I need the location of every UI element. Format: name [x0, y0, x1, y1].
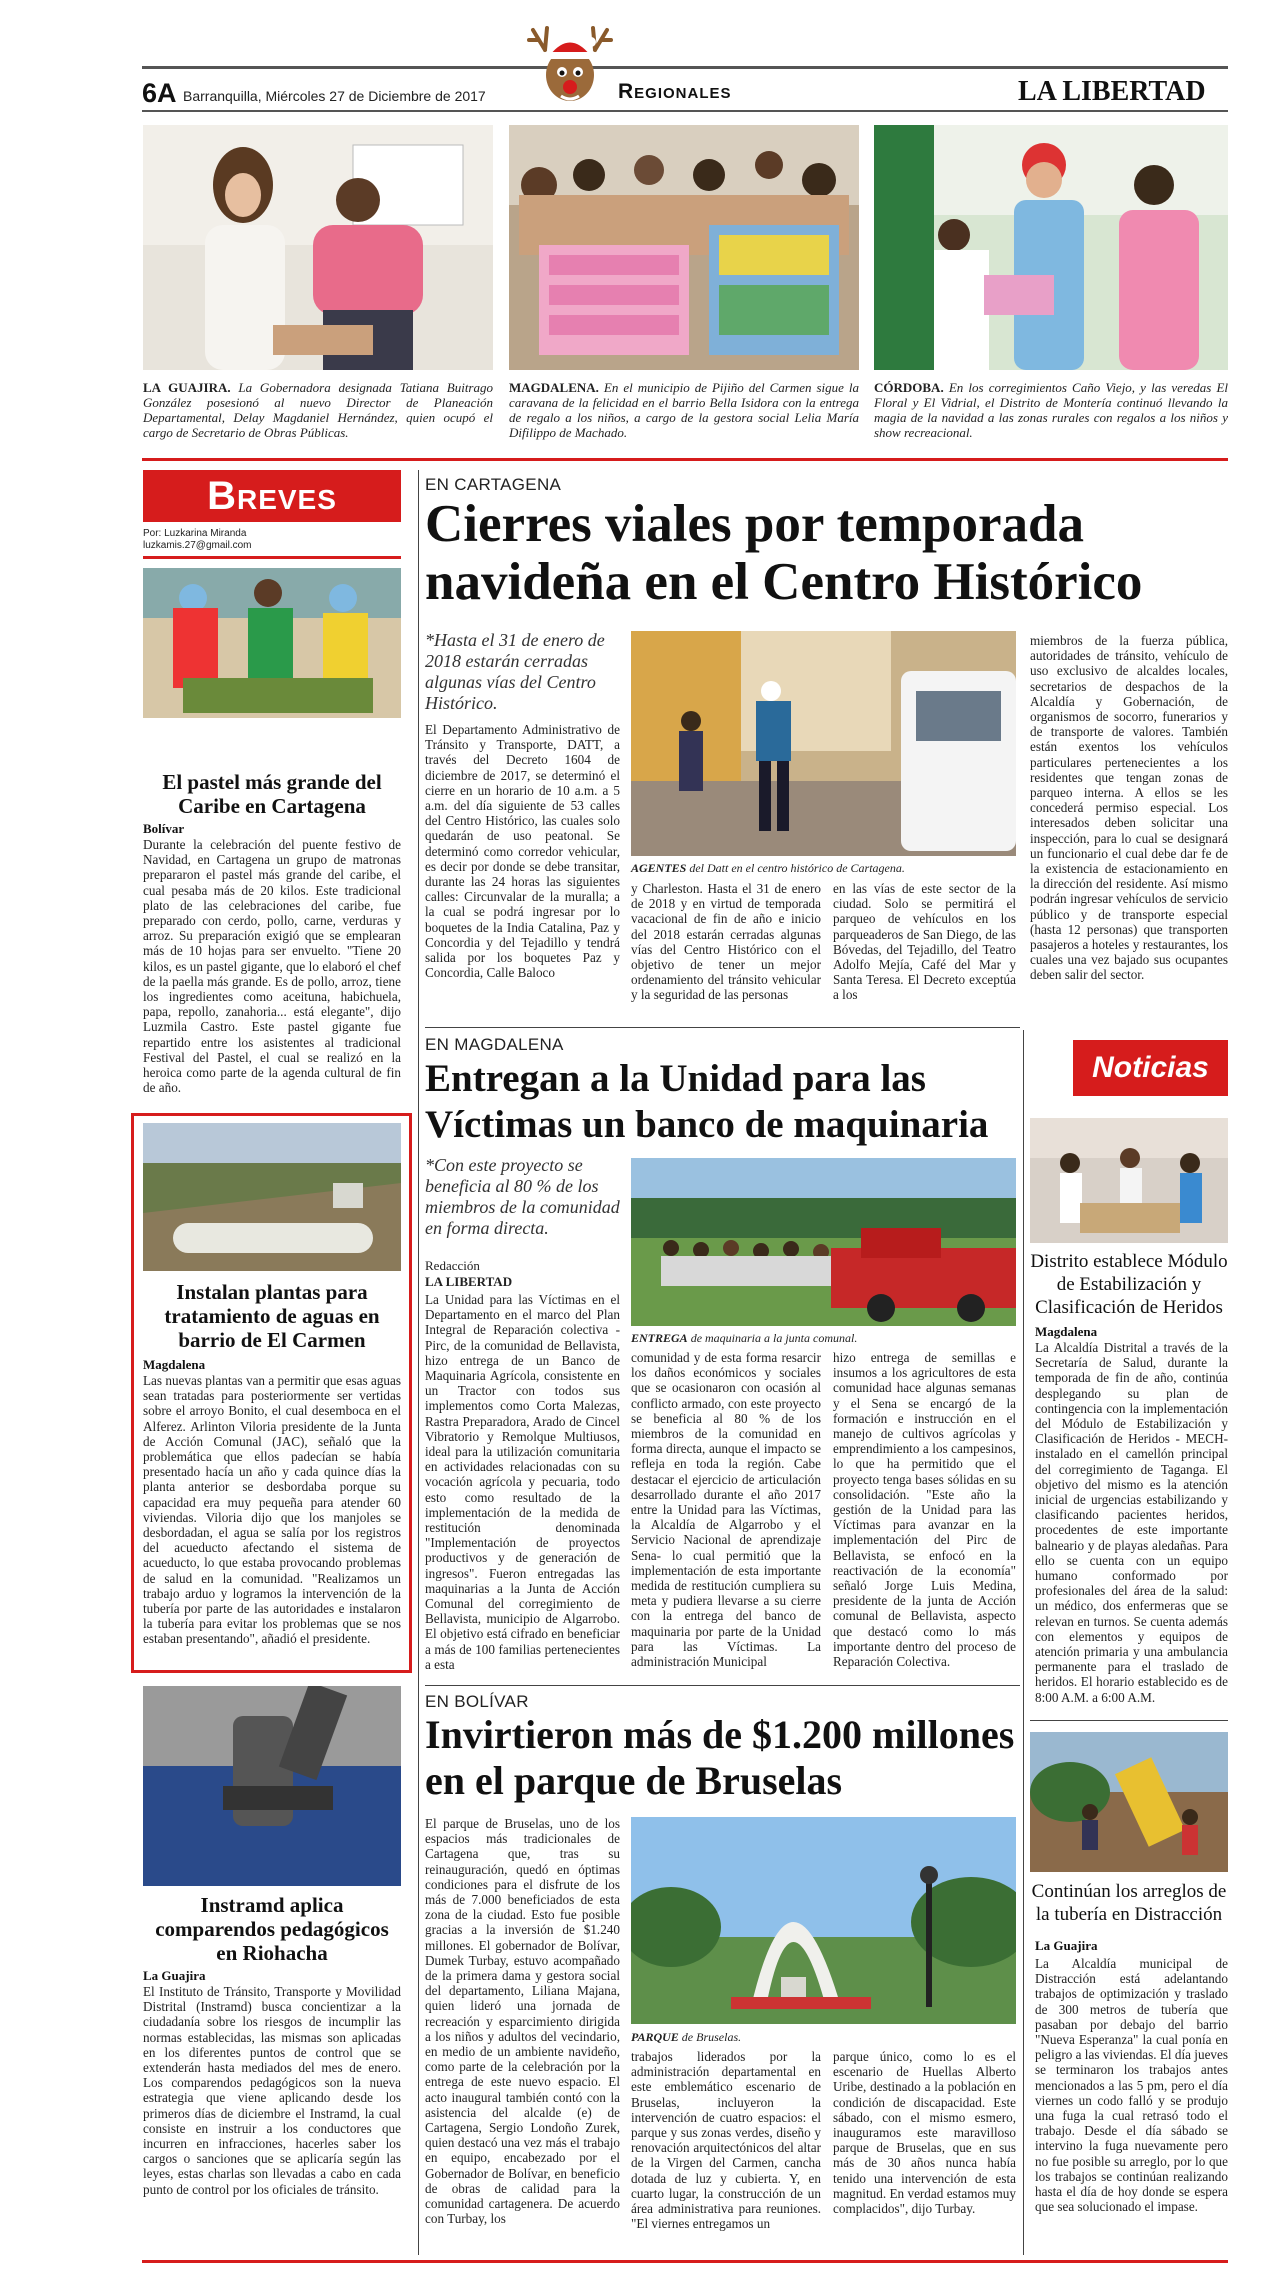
column-rule-right [1023, 1030, 1024, 2255]
photo-caption-lead: PARQUE [631, 2030, 679, 2044]
breves-rule [143, 556, 401, 559]
article1-col3: en las vías de este sector de la ciudad. Solo se permitirá el parqueo de vehículos en los parqueaderos de San Diego, de las Bóvedas, del Tejadillo, del Teatro Adolfo Mejía, Café del Mar y Santa Teresa. El Decreto exceptúa a los [833, 881, 1016, 1003]
article1-col4: miembros de la fuerza pública, autoridades de tránsito, vehículo de uso exclusivo de alcaldes locales, secretarios de despachos de la Alcaldía y Gobernación, de organismos de socorro, funerarios y de transporte de valores. También están exentos los vehículos particulares pertenecientes a los residentes que tengan zonas de parqueo interna. A ellos se les concederá permiso especial. Los interesados deben solicitar una inspección, para lo cual se designará un funcionario el cual debe dar fe de la existencia de estacionamiento en la dirección del residente. Así mismo podrán ingresar vehículos de servicio público y de transporte especial (hasta 12 personas) que transporten pasajeros a hoteles y restaurantes, los cuales una vez bajado sus ocupantes deben salir del sector. [1030, 633, 1228, 983]
article3-col1: El parque de Bruselas, uno de los espacios más tradicionales de Cartagena que, tras su reinauguración, quedó en óptimas condiciones para el disfrute de los más de 7.000 beneficiados de esta zona de la ciudad. Esto fue posible gracias a la inversión de $1.240 millones. El gobernador de Bolívar, Dumek Turbay, estuvo acompañado de la primera dama y gestora social del departamento, Liliana Majana, quien lideró una jornada de recreación y esparcimiento dirigida a los niños y adultos del vecindario, en medio de un ambiente navideño, como parte de la celebración por la entrega de este nuevo espacio. El acto inaugural también contó con la asistencia del alcalde (e) de Cartagena, Sergio Londoño Zurek, quien destacó una vez más el trabajo en equipo, encabezado por el Gobernador de Bolívar, en beneficio de obras de calidad para la comunidad cartagenera. De acuerdo con Turbay, los [425, 1816, 620, 2227]
article1-photo-caption [631, 861, 1016, 876]
breves-story1-title: El pastel más grande del Caribe en Cartagena [162, 770, 382, 818]
caption-region: LA GUAJIRA. [143, 380, 231, 395]
noticias-divider [1030, 1720, 1228, 1721]
article1-col2: y Charleston. Hasta el 31 de enero de 2018 y en virtud de temporada vacacional de fin de año e inicio del 2018 estarán cerradas algunas vías del Centro Histórico con el objetivo de tener un mejor ordenamiento del tránsito vehicular y la seguridad de las personas [631, 881, 821, 1003]
photo-magdalena [509, 125, 859, 370]
caption-region: MAGDALENA. [509, 380, 599, 395]
article-divider-2 [425, 1685, 1020, 1686]
photo-caption-text: del Datt en el centro histórico de Cartagena. [689, 861, 905, 875]
photo-caption-lead: ENTREGA [631, 1331, 688, 1345]
section-divider [142, 458, 1228, 461]
caption-text: En los corregimientos Caño Viejo, y las veredas El Floral y El Vidrial, el Distrito de Montería continuó llevando la magia de la navidad a las zonas rurales con regalos a los niños y show recreacional. [874, 380, 1228, 440]
article2-byline: Redacción [425, 1258, 480, 1273]
article3-col3: parque único, como lo es el escenario de Huellas Alberto Uribe, destinado a la población en condición de discapacidad. Este sábado, con el mismo esmero, inauguramos este maravilloso parque de Bruselas, que en sus más de 30 años nunca había tenido una intervención de esta magnitud. En verdad estamos muy complacidos", dijo Turbay. [833, 2049, 1016, 2217]
article3-photo-caption [631, 2030, 1016, 2045]
photo-tuberia [1030, 1732, 1228, 1872]
breves-title: Breves [207, 474, 337, 518]
page-number: 6A [142, 78, 177, 108]
photo-caption-lead: AGENTES [631, 861, 687, 875]
photo-seatbelt [143, 1686, 401, 1886]
photo-la-guajira [143, 125, 493, 370]
photo-maquinaria [631, 1158, 1016, 1326]
section-name: Regionales [618, 80, 732, 103]
brand-logo: LA LIBERTAD [1018, 76, 1206, 107]
photo-cordoba [874, 125, 1228, 370]
article3-kicker: EN BOLÍVAR [425, 1692, 529, 1711]
breves-story1-body: Durante la celebración del puente festivo de Navidad, en Cartagena un grupo de matronas prepararon el pastel más grande del caribe, el cual pesaba más de 20 kilos. Este tradicional plato de las celebraciones del caribe, fue preparado con cerdo, pollo, carne, verduras y arroz. Su preparación exigió que se emplearan más de 10 hojas para ser envuelto. "Tiene 20 kilos, es un pastel gigante, que lo elaboró el chef de la paella más grande. Es de pollo, arroz, tiene los ingredientes como aceituna, habichuela, papa, repollo, zanahoria... está elegante", dijo Luzmila Castro. Este pastel gigante fue repartido entre los asistentes al tradicional Festival del Pastel, el cual se realizó en la heroica como parte de la agenda cultural de fin de año. [143, 837, 401, 1096]
noticias-story2-title: Continúan los arreglos de la tubería en Distracción [1031, 1881, 1227, 1925]
caption-text: La Gobernadora designada Tatiana Buitrago González posesionó al nuevo Director de Planeación Departamental, Delay Magdaniel Hernández, quien ocupó el cargo de Secretario de Obras Públicas. [143, 380, 493, 440]
article1-col1: El Departamento Administrativo de Tránsito y Transporte, DATT, a través del Decreto 1604 de diciembre de 2017, se determinó el cierre en un horario de 10 a.m. a 5 a.m. del día siguiente de 53 calles del Centro Histórico, las cuales solo quedarán de uso peatonal. Se determinó como corredor vehicular, es decir por donde se debe transitar, durante las 24 horas las siguientes calles: Circunvalar de la muralla; a la cual se podrá ingresar por lo boquetes de la India Catalina, Paz y Concordia y del Tejadillo y tendrá salida por los boquetes Paz y Concordia, Calle Baloco [425, 722, 620, 981]
noticias-story2-location: La Guajira [1035, 1938, 1098, 1953]
breves-story3-title: Instramd aplica comparendos pedagógicos en Riohacha [155, 1893, 389, 1965]
breves-story2-title: Instalan plantas para tratamiento de aguas en barrio de El Carmen [164, 1280, 380, 1352]
photo-caption-text: de maquinaria a la junta comunal. [690, 1331, 858, 1345]
breves-email[interactable]: luzkamis.27@gmail.com [143, 540, 252, 551]
dateline: Barranquilla, Miércoles 27 de Diciembre de 2017 [183, 88, 486, 104]
header-top-rule [142, 66, 1228, 69]
caption-cordoba [874, 380, 1228, 440]
article-divider-1 [425, 1027, 1020, 1028]
article2-kicker: EN MAGDALENA [425, 1035, 564, 1054]
photo-bruselas [631, 1817, 1016, 2024]
article2-col3: hizo entrega de semillas e insumos a los agricultores de esta comunidad hace algunas semanas y el Sena se encargó de la formación e instrucción en el manejo de cultivos agrícolas y emprendimiento a los campesinos, lo que ha permitido que el proyecto tenga bases sólidas en su consolidación. "Este año la gestión de la Unidad para las Víctimas para avanzar en la implementación del Pirc de Bellavista, se enfocó en la reactivación de la economía" señaló Jorge Luis Medina, presidente de la junta de Acción comunal de Bellavista, aspecto que destacó como lo más importante dentro del proceso de Reparación Colectiva. [833, 1350, 1016, 1670]
article2-photo-caption [631, 1331, 1016, 1346]
breves-story3-body: El Instituto de Tránsito, Transporte y Movilidad Distrital (Instramd) busca concientizar a la ciudadanía sobre los riesgos de incumplir las normas establecidas, las mismas son aplicadas en los diferentes puntos de control que se extenderán hasta mediados del mes de enero. Los comparendos pedagógicos son la nueva estrategia que viene aplicando desde los primeros días de diciembre el Instramd, la cual consiste en instruir a los conductores que incurren en infracciones, hacerles saber los cargos o sanciones que se aplicaría según las leyes, estas charlas son llevadas a cabo en cada punto de control por los oficiales de tránsito. [143, 1984, 401, 2197]
caption-magdalena [509, 380, 859, 440]
article2-byline-brand: LA LIBERTAD [425, 1274, 513, 1289]
noticias-story2-body: La Alcaldía municipal de Distracción está adelantando trabajos de optimización y traslado de 300 metros de tubería que pasaban por debajo del barrio "Nueva Esperanza" la cual ponía en peligro a las viviendas. El día jueves se terminaron los trabajos antes mencionados a las 5 pm, pero el día viernes un codo falló y se produjo una fuga la cual retrasó todo el trabajo. Desde el día sábado se intervino la fuga nuevamente pero no fue posible su arreglo, por lo que los trabajos se continúan realizando hasta el día de hoy donde se espera que sea solucionado el impase. [1035, 1956, 1228, 2215]
photo-agentes [631, 631, 1016, 856]
breves-byline: Por: Luzkarina Miranda [143, 528, 247, 539]
article2-deck: *Con este proyecto se beneficia al 80 % de los miembros de la comunidad en forma directa. [425, 1155, 620, 1238]
article3-col2: trabajos liderados por la administración departamental en este emblemático escenario de Bruselas, incluyeron la intervención de cuatro espacios: el parque y sus zonas verdes, diseño y renovación arquitectónicos del altar de la Virgen del Carmen, cancha dotada de luz y cubierta. Y, en cuarto lugar, la construcción de un área administrativa para reuniones. "El viernes entregamos un [631, 2049, 821, 2232]
breves-story2-location: Magdalena [143, 1357, 206, 1372]
breves-story3-location: La Guajira [143, 1968, 206, 1983]
photo-modulo [1030, 1118, 1228, 1243]
photo-pastel [143, 568, 401, 718]
reindeer-icon [525, 20, 615, 115]
photo-caption-text: de Bruselas. [681, 2030, 742, 2044]
noticias-story1-location: Magdalena [1035, 1324, 1098, 1339]
caption-region: CÓRDOBA. [874, 380, 944, 395]
article2-headline: Entregan a la Unidad para las Víctimas un banco de maquinaria [425, 1057, 989, 1146]
caption-la-guajira [143, 380, 493, 440]
article1-headline: Cierres viales por temporada navideña en el Centro Histórico [425, 495, 1143, 611]
photo-plantas [143, 1123, 401, 1271]
noticias-banner [1073, 1040, 1228, 1096]
caption-text: En el municipio de Pijiño del Carmen sigue la caravana de la felicidad en el barrio Bella Isidora con la entrega de regalo a los niños, a cargo de la gestora social Lelia María Difilippo de Machado. [509, 380, 860, 440]
noticias-story1-title: Distrito establece Módulo de Estabilización y Clasificación de Heridos [1030, 1251, 1228, 1318]
noticias-story1-body: La Alcaldía Distrital a través de la Secretaría de Salud, durante la temporada de fin de año, continúa desplegando su plan de contingencia con la implementación del Módulo de Estabilización y Clasificación de Heridos - MECH- instalado en el camellón principal del corregimiento de Taganga. El objetivo del mismo es la atención inicial de urgencias estabilizando y clasificando pacientes heridos, procedentes de este importante balneario y de playas aledañas. Para ello se cuenta con un equipo humano conformado por profesionales del área de la salud: un médico, dos enfermeras que se relevan en turnos. Se cuenta además con elementos y equipos de atención primaria y una ambulancia permanente para el traslado de heridos. El horario establecido es de 8:00 A.M. a 6:00 A.M. [1035, 1340, 1228, 1705]
article2-col1: La Unidad para las Víctimas en el Departamento en el marco del Plan Integral de Reparación colectiva - Pirc, de la comunidad de Bellavista, hizo entrega de un Banco de Maquinaria Agrícola, consistente en un Tractor con todos sus implementos como Corta Malezas, Rastra Preparadora, Arado de Cincel Vibratorio y Remolque Multiusos, ideal para la utilización comunitaria en actividades relacionadas con su vocación agrícola y pecuaria, todo esto como resultado de la implementación de la medida de restitución denominada "Implementación de proyectos productivos y de generación de ingresos". Fueron entregadas las maquinarias a la Junta de Acción Comunal del corregimiento de Bellavista, municipio de Algarrobo. El objetivo está cifrado en beneficiar a más de 100 familias pertenecientes a esta [425, 1292, 620, 1672]
header-bottom-rule [142, 110, 1228, 112]
article1-deck: *Hasta el 31 de enero de 2018 estarán cerradas algunas vías del Centro Histórico. [425, 630, 605, 713]
article3-headline: Invirtieron más de $1.200 millones en el parque de Bruselas [425, 1712, 1015, 1803]
page-bottom-rule [142, 2260, 1228, 2263]
article2-col2: comunidad y de esta forma resarcir los daños económicos y sociales que se ocasionaron con ocasión al conflicto armado, con este proyecto se beneficia al 80 % de los miembros de la comunidad en forma directa, aunque el impacto se refleja en toda la región. Cabe destacar el ejercicio de articulación desarrollado durante el año 2017 entre la Unidad para las Víctimas, la Alcaldía de Algarrobo y el Servicio Nacional de aprendizaje Sena- lo cual permitió que la implementación de esta importante medida de restitución cumpliera su meta y pudiera llevarse a su cierre con la entrega del banco de maquinaria por parte de la Unidad para las Víctimas. La administración Municipal [631, 1350, 821, 1670]
breves-story2-body: Las nuevas plantas van a permitir que esas aguas sean tratadas para posteriormente ser vertidas sobre el arroyo Bonito, el cual desemboca en el Alferez. Arlinton Viloria presidente de la Junta de Acción Comunal (JAC), señaló que la problemática que ellos padecían se había presentado hacía un año y cada quince días la planta anterior se desbordaba porque su capacidad era muy pequeña para atender 60 viviendas. Viloria dijo que los manjoles se desbordadan, el agua se salía por los registros del acueducto afectando el sistema de acueducto, lo que estaba provocando problemas de salud en la comunidad. "Realizamos un trabajo arduo y logramos la intervención de la tubería por parte de las autoridades e instalaron la tubería para evitar los problemas que se nos estaban presentando", añadió el presidente. [143, 1373, 401, 1647]
breves-story1-location: Bolívar [143, 821, 185, 836]
noticias-title: Noticias [1092, 1051, 1209, 1084]
column-rule-left [418, 470, 419, 2255]
article1-kicker: EN CARTAGENA [425, 475, 562, 494]
breves-banner [143, 470, 401, 522]
